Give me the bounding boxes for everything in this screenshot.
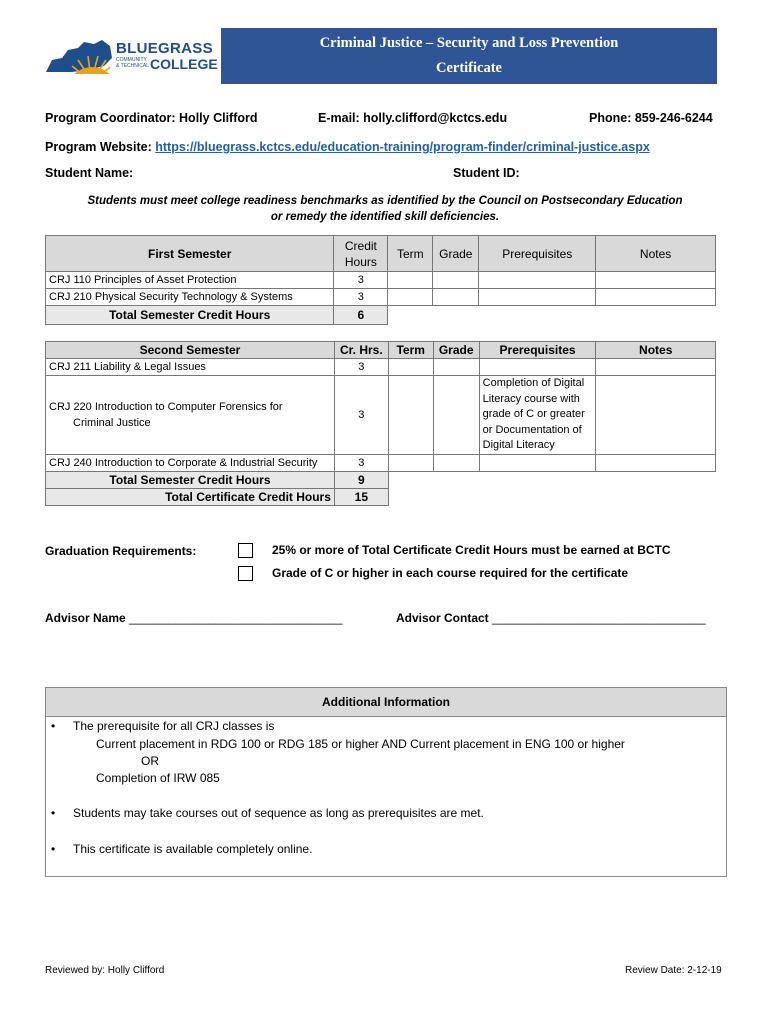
- total-hours: 6: [334, 306, 388, 325]
- grade-cell[interactable]: [433, 359, 479, 376]
- total-hours: 9: [334, 472, 388, 489]
- table-row: [46, 359, 716, 376]
- bullet-icon: •: [51, 842, 56, 856]
- advisor-name: Advisor Name ________________________________: [45, 611, 343, 625]
- first-semester-header: First Semester: [46, 236, 334, 272]
- notes-cell[interactable]: [596, 376, 716, 455]
- grade-header: Grade: [433, 342, 479, 359]
- course-hours: 3: [334, 272, 388, 289]
- program-website-link[interactable]: https://bluegrass.kctcs.edu/education-training/program-finder/criminal-justice.aspx: [155, 140, 650, 154]
- logo-wordmark-bottom: COLLEGE: [150, 56, 218, 72]
- advisor-contact-line[interactable]: ________________________________: [492, 611, 706, 625]
- student-name-label: Student Name:: [45, 166, 134, 180]
- notes-header: Notes: [596, 236, 716, 272]
- grade-cell[interactable]: [433, 289, 479, 306]
- advisor-name-line[interactable]: ________________________________: [129, 611, 343, 625]
- term-cell[interactable]: [388, 359, 433, 376]
- term-header: Term: [388, 236, 433, 272]
- course-hours: 3: [334, 376, 388, 455]
- irw-completion: Completion of IRW 085: [96, 771, 220, 785]
- reviewed-by: Reviewed by: Holly Clifford: [45, 965, 165, 976]
- program-website: Program Website: https://bluegrass.kctcs.edu/education-training/program-finder/criminal-justice.aspx: [45, 140, 650, 154]
- prereq-cell: [479, 272, 596, 289]
- first-semester-table: [45, 235, 716, 325]
- logo-wordmark-top: BLUEGRASS: [116, 40, 213, 57]
- additional-information-title: Additional Information: [46, 688, 726, 717]
- additional-information-box: [45, 687, 727, 877]
- course-name: CRJ 211 Liability & Legal Issues: [46, 359, 335, 376]
- logo-small-text: COMMUNITY & TECHNICAL: [116, 57, 149, 69]
- total-row: [46, 472, 716, 489]
- prerequisite-note: The prerequisite for all CRJ classes is: [73, 719, 275, 733]
- course-name: CRJ 110 Principles of Asset Protection: [46, 272, 334, 289]
- term-cell[interactable]: [388, 272, 433, 289]
- credit-hours-header: Credit Hours: [334, 236, 388, 272]
- notes-cell[interactable]: [596, 359, 716, 376]
- placement-requirement: Current placement in RDG 100 or RDG 185 or higher AND Current placement in ENG 100 or higher: [96, 737, 625, 751]
- coordinator-phone: Phone: 859-246-6244: [589, 111, 713, 125]
- term-cell[interactable]: [388, 289, 433, 306]
- notes-cell[interactable]: [596, 272, 716, 289]
- second-semester-table: [45, 341, 716, 506]
- notes-cell[interactable]: [596, 455, 716, 472]
- prereq-cell: [479, 359, 596, 376]
- term-header: Term: [388, 342, 433, 359]
- course-hours: 3: [334, 289, 388, 306]
- sequence-note: Students may take courses out of sequence as long as prerequisites are met.: [73, 806, 484, 820]
- bullet-icon: •: [51, 719, 56, 733]
- certificate-total-label: Total Certificate Credit Hours: [46, 489, 335, 506]
- grade-cell[interactable]: [433, 272, 479, 289]
- course-name: CRJ 240 Introduction to Corporate & Industrial Security: [46, 455, 335, 472]
- program-coordinator: Program Coordinator: Holly Clifford: [45, 111, 258, 125]
- or-text: OR: [141, 754, 159, 768]
- requirement-checkbox-2[interactable]: [238, 566, 253, 581]
- prereq-cell: Completion of Digital Literacy course with grade of C or greater or Documentation of Digital Literacy: [479, 376, 596, 455]
- second-semester-header: Second Semester: [46, 342, 335, 359]
- term-cell[interactable]: [388, 455, 433, 472]
- table-row: [46, 455, 716, 472]
- grade-cell[interactable]: [433, 376, 479, 455]
- requirement-2: Grade of C or higher in each course required for the certificate: [272, 566, 629, 580]
- cr-hrs-header: Cr. Hrs.: [334, 342, 388, 359]
- certificate-total-row: [46, 489, 716, 506]
- bullet-icon: •: [51, 806, 56, 820]
- prerequisites-header: Prerequisites: [479, 342, 596, 359]
- certificate-total-hours: 15: [334, 489, 388, 506]
- total-label: Total Semester Credit Hours: [46, 306, 334, 325]
- graduation-requirements-label: Graduation Requirements:: [45, 544, 197, 558]
- course-name: CRJ 210 Physical Security Technology & Systems: [46, 289, 334, 306]
- requirement-1: 25% or more of Total Certificate Credit Hours must be earned at BCTC: [272, 543, 671, 557]
- online-note: This certificate is available completely online.: [73, 842, 313, 856]
- review-date: Review Date: 2-12-19: [625, 965, 722, 976]
- table-row: [46, 272, 716, 289]
- total-label: Total Semester Credit Hours: [46, 472, 335, 489]
- course-hours: 3: [334, 359, 388, 376]
- page-title: Criminal Justice – Security and Loss Prevention Certificate: [221, 28, 717, 84]
- course-hours: 3: [334, 455, 388, 472]
- total-row: [46, 306, 716, 325]
- prereq-cell: [479, 289, 596, 306]
- notes-cell[interactable]: [596, 289, 716, 306]
- student-id-label: Student ID:: [453, 166, 520, 180]
- advisor-contact: Advisor Contact ________________________________: [396, 611, 706, 625]
- prereq-cell: [479, 455, 596, 472]
- prerequisites-header: Prerequisites: [479, 236, 596, 272]
- table-row: [46, 289, 716, 306]
- grade-header: Grade: [433, 236, 479, 272]
- term-cell[interactable]: [388, 376, 433, 455]
- college-logo: [44, 38, 219, 78]
- notes-header: Notes: [596, 342, 716, 359]
- readiness-notice: Students must meet college readiness benchmarks as identified by the Council on Postsecondary Education or remedy the identified skill deficiencies.: [87, 195, 683, 223]
- table-row: [46, 376, 716, 455]
- course-name: CRJ 220 Introduction to Computer Forensics for Criminal Justice: [46, 376, 335, 455]
- requirement-checkbox-1[interactable]: [238, 543, 253, 558]
- coordinator-email: E-mail: holly.clifford@kctcs.edu: [318, 111, 508, 125]
- grade-cell[interactable]: [433, 455, 479, 472]
